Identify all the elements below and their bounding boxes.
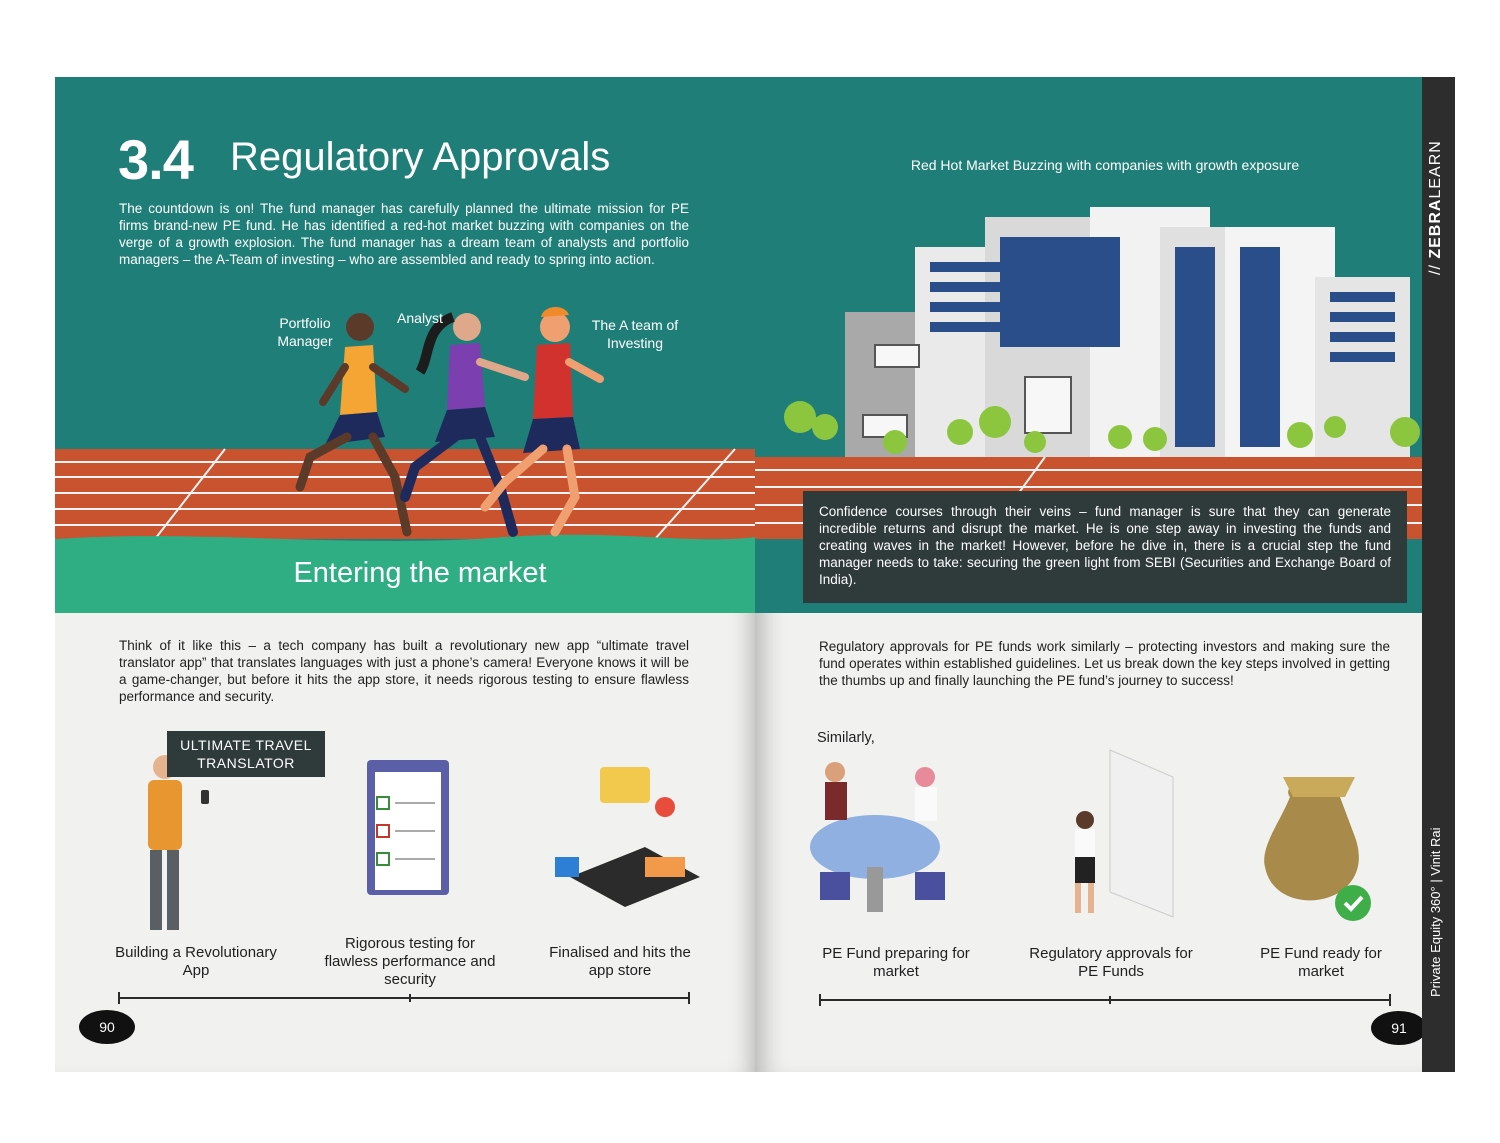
man-with-phone-illustration <box>148 755 209 930</box>
book-credit-text: Private Equity 360° | Vinit Rai <box>1428 827 1443 997</box>
analogy-paragraph: Think of it like this – a tech company has built a revolutionary new app “ultimate travel translator app” that translates languages with just a phone’s camera! Everyone knows it will be a game-changer, but before it hits the app store, it needs rigorous testing to ensure flawless performance and security. <box>119 638 689 704</box>
step-building-app: Building a Revolutionary App <box>115 944 277 979</box>
page-number-right: 91 <box>1371 1011 1427 1045</box>
step-regulatory-approvals: Regulatory approvals for PE Funds <box>1029 945 1193 980</box>
section-title: Regulatory Approvals <box>230 135 611 179</box>
brand-bold: ZEBRA <box>1427 198 1444 259</box>
confidence-box: Confidence courses through their veins – fund manager is sure that they can generate incredible returns and disrupt the market. He is one step away in investing the funds and creating waves in the market! However, before he dive in, there is a crucial step the fund manager needs to take: securing the green light from SEBI (Securities and Exchange Board of India). <box>803 491 1407 603</box>
translator-tag: ULTIMATE TRAVEL TRANSLATOR <box>167 731 325 777</box>
left-timeline <box>119 992 689 1004</box>
section-number: 3.4 <box>118 128 193 191</box>
similarly-text: Similarly, <box>817 730 875 746</box>
meeting-table-illustration <box>810 762 945 912</box>
page-number-left: 90 <box>79 1010 135 1044</box>
step-pe-fund-preparing: PE Fund preparing for market <box>822 945 970 980</box>
entering-market-caption: Entering the market <box>293 557 547 589</box>
regulatory-document-illustration <box>1075 750 1173 917</box>
brand-logo: // ZEBRALEARN <box>1427 140 1444 275</box>
market-caption: Red Hot Market Buzzing with companies with growth exposure <box>910 157 1300 173</box>
regulatory-paragraph: Regulatory approvals for PE funds work similarly – protecting investors and making sure the fund operates within established guidelines. Let us break down the key steps involved in getting the thumbs up and finally launching the PE fund’s journey to success! <box>819 639 1390 688</box>
right-timeline <box>820 994 1390 1006</box>
intro-paragraph: The countdown is on! The fund manager has carefully planned the ultimate mission for PE firms brand-new PE fund. He has identified a red-hot market buzzing with companies on the verge of a growth explosion. The fund manager has a dream team of analysts and portfolio managers – the A-Team of investing – who are assembled and ready to spring into action. <box>119 201 689 267</box>
step-pe-fund-ready: PE Fund ready for market <box>1260 945 1382 980</box>
app-store-illustration <box>555 767 700 907</box>
label-analyst: Analyst <box>397 310 443 326</box>
clipboard-checklist-illustration <box>367 760 449 895</box>
label-portfolio-manager: Portfolio Manager <box>277 315 333 349</box>
left-page <box>55 77 755 1072</box>
step-app-store: Finalised and hits the app store <box>549 944 691 979</box>
brand-light: LEARN <box>1427 140 1444 199</box>
money-bag-illustration <box>1264 777 1371 921</box>
book-spread <box>55 77 1455 1072</box>
book-credit <box>1428 797 1450 997</box>
step-rigorous-testing: Rigorous testing for flawless performance and security <box>324 935 496 988</box>
city-buildings <box>845 207 1410 457</box>
label-a-team: The A team of Investing <box>591 317 679 351</box>
right-page <box>755 77 1455 1072</box>
